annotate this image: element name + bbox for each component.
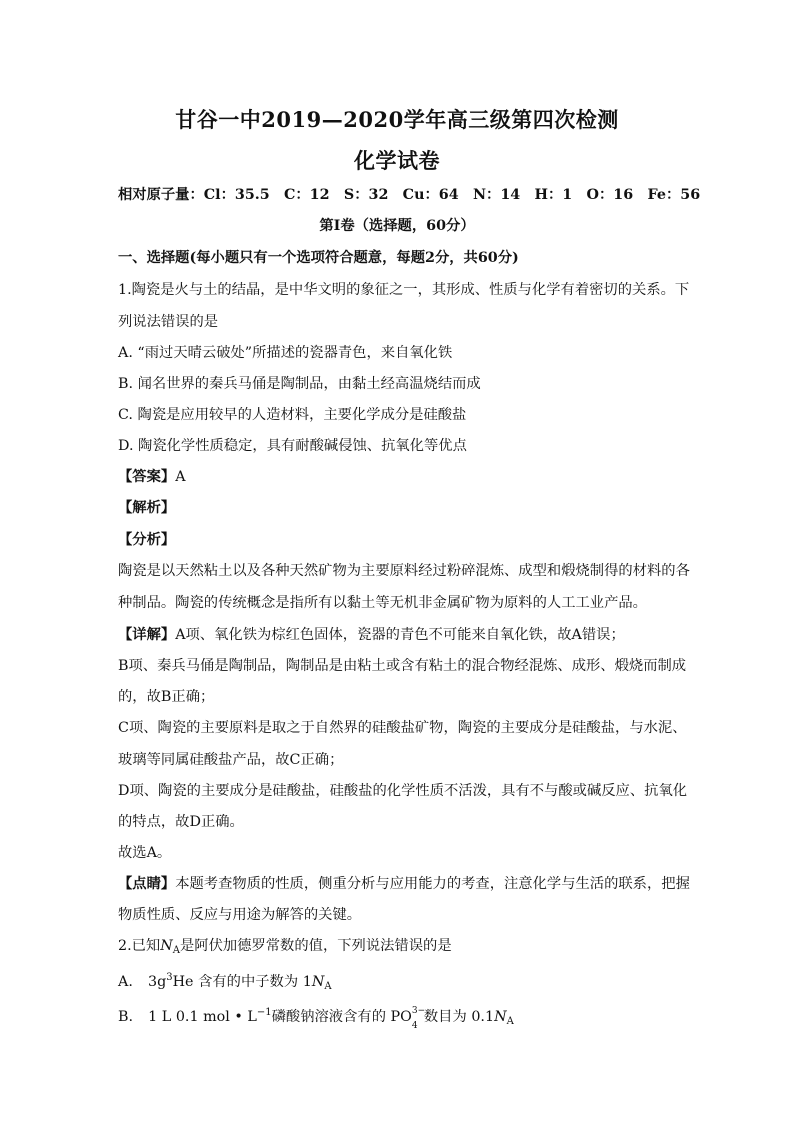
q2-a-isotope: 3	[166, 972, 173, 983]
q2-b-text: 磷酸钠溶液含有的	[271, 1009, 386, 1025]
detail-a-text: A项、氧化铁为棕红色固体，瓷器的青色不可能来自氧化铁，故A错误；	[175, 627, 625, 643]
q1-stem-line2: 列说法错误的是	[118, 314, 219, 330]
q2-a-na: N	[311, 974, 325, 990]
na-symbol: N	[160, 938, 173, 954]
section-title: 第Ⅰ卷（选择题，60分）	[319, 218, 475, 234]
phosphate-index: 4	[411, 1021, 418, 1031]
q1-option-d: D. 陶瓷化学性质稳定，具有耐酸碱侵蚀、抗氧化等优点	[118, 438, 467, 454]
q1-option-b: B. 闻名世界的秦兵马俑是陶制品，由黏土经高温烧结而成	[118, 376, 481, 392]
q2-a-value: 1	[302, 974, 312, 990]
q2-stem-post: 是阿伏加德罗常数的值，下列说法错误的是	[179, 938, 452, 954]
q2-a-text: 含有的中子数为	[198, 974, 299, 990]
note-tag: 【点睛】	[118, 876, 176, 892]
q2-b-na: N	[494, 1009, 507, 1025]
detail-c1: C项、陶瓷的主要原料是取之于自然界的硅酸盐矿物，陶瓷的主要成分是硅酸盐，与水泥、	[118, 720, 687, 736]
note-text: 本题考查物质的性质，侧重分析与应用能力的考查，注意化学与生活的联系，把握	[175, 876, 690, 892]
q2-option-a	[118, 968, 680, 997]
note-line2: 物质性质、反应与用途为解答的关键。	[118, 907, 362, 923]
page-title: 甘谷一中2019—2020学年高三级第四次检测	[175, 107, 619, 132]
detail-c2: 玻璃等同属硅酸盐产品，故C正确；	[118, 752, 344, 768]
phosphate-ion	[390, 1006, 426, 1031]
part-heading: 一、选择题(每小题只有一个选项符合题意，每题2分，共60分)	[118, 250, 519, 266]
detail-b1: B项、秦兵马俑是陶制品，陶制品是由粘土或含有粘土的混合物经混炼、成形、煅烧而制成	[118, 658, 687, 674]
q2-b-text2: 数目为	[423, 1009, 467, 1025]
detail-b2: 的，故B正确；	[118, 689, 215, 705]
q2-a-mass: 3g	[147, 974, 167, 990]
q1-stem-line1: 1.陶瓷是火与土的结晶，是中华文明的象征之一，其形成、性质与化学有着密切的关系。下	[118, 282, 690, 298]
detail-d1: D项、陶瓷的主要成分是硅酸盐，硅酸盐的化学性质不活泼，具有不与酸或碱反应、抗氧化	[118, 783, 688, 799]
q1-option-c: C. 陶瓷是应用较早的人造材料，主要化学成分是硅酸盐	[118, 407, 467, 423]
q1-option-a: A. “雨过天晴云破处”所描述的瓷器青色，来自氧化铁	[118, 345, 453, 361]
fenxi-line1: 陶瓷是以天然粘土以及各种天然矿物为主要原料经过粉碎混炼、成型和煅烧制得的材料的各	[118, 563, 690, 579]
phosphate-symbol: PO	[390, 1009, 412, 1025]
detail-a	[118, 625, 680, 645]
q2-b-exponent: −1	[256, 1007, 272, 1018]
atomic-masses: 相对原子量：Cl：35.5 C：12 S：32 Cu：64 N：14 H：1 O：16 Fe：56	[118, 187, 701, 203]
choose-answer: 故选A。	[118, 845, 172, 861]
fenxi-line2: 种制品。陶瓷的传统概念是指所有以黏土等无机非金属矿物为原料的人工工业产品。	[118, 595, 647, 611]
fenxi-tag: 【分析】	[118, 532, 176, 548]
q2-a-label: A.	[118, 974, 133, 990]
q2-a-na-sub: A	[324, 981, 332, 992]
q2-b-label: B.	[118, 1009, 134, 1025]
phosphate-charge: 3−	[411, 1006, 426, 1016]
q1-answer	[118, 467, 680, 487]
page-subtitle: 化学试卷	[354, 148, 440, 173]
q2-b-value: 0.1	[471, 1009, 495, 1025]
q2-a-element: He	[172, 974, 194, 990]
q2-option-b	[118, 1003, 680, 1032]
answer-tag: 【答案】	[118, 469, 176, 485]
na-subscript: A	[172, 945, 180, 956]
q2-stem-pre: 2.已知	[118, 938, 161, 954]
answer-value: A	[175, 469, 186, 485]
detail-d2: 的特点，故D正确。	[118, 814, 244, 830]
analysis-tag: 【解析】	[118, 500, 176, 516]
detail-tag: 【详解】	[118, 627, 176, 643]
q2-b-na-sub: A	[506, 1016, 514, 1027]
q2-b-conc: 1 L 0.1 mol • L	[148, 1009, 257, 1025]
q2-stem	[118, 936, 680, 961]
note-line1	[118, 874, 690, 894]
